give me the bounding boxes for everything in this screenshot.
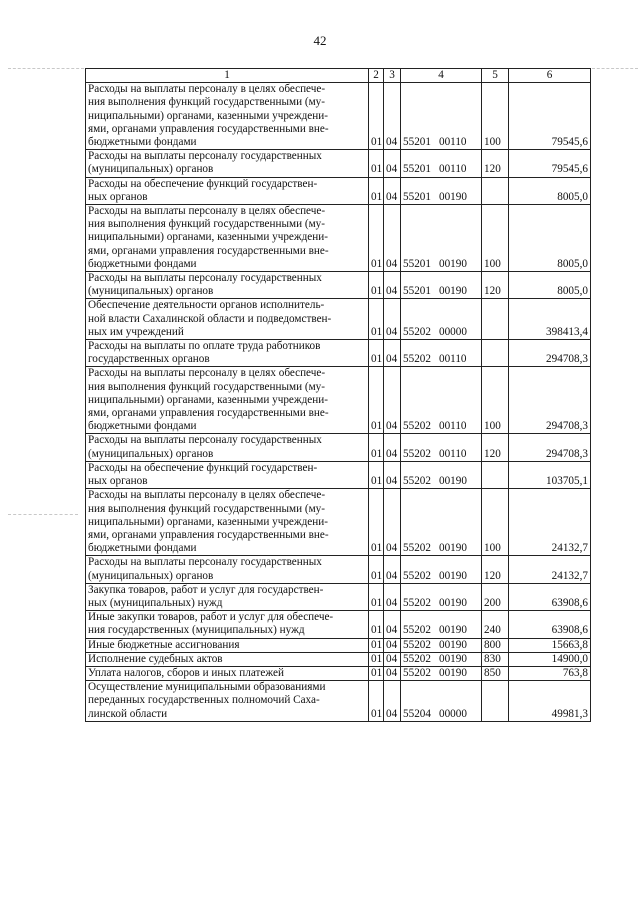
page-number: 42 [313,33,327,48]
row-expense-type-cell: 830 [482,652,509,666]
table-row [86,299,591,340]
target-article-direction-code: 00190 [438,569,467,582]
row-section-cell: 01 [369,367,384,434]
target-article-program-code: 55201 [403,257,431,270]
target-article-program-code: 55201 [403,285,431,298]
budget-table [85,68,591,722]
row-target-article-cell [401,83,482,150]
row-target-article-cell [401,489,482,556]
row-name-cell: Расходы на выплаты персоналу в целях обеспече- ния выполнения функций государственными (му- ниципальными) органами, казенными учреждени- ями, органами управления государственными вне- бюджетными фондами [86,83,369,150]
target-article-direction-code: 00110 [438,136,467,149]
row-section-cell: 01 [369,177,384,204]
row-name-cell: Расходы на выплаты персоналу в целях обеспече- ния выполнения функций государственными (му- ниципальными) органами, казенными учреждени- ями, органами управления государственными вне- бюджетными фондами [86,205,369,272]
row-amount-cell: 294708,3 [509,434,591,461]
table-row [86,177,591,204]
target-article-program-code: 55202 [403,353,431,366]
row-subsection-cell: 04 [384,205,401,272]
target-article-direction-code: 00190 [438,190,467,203]
table-row [86,434,591,461]
table-row [86,652,591,666]
target-article-direction-code: 00190 [438,624,467,637]
table-row [86,583,591,610]
scan-dash-line [8,514,78,515]
row-subsection-cell: 04 [384,461,401,488]
row-target-article-cell [401,299,482,340]
row-section-cell: 01 [369,205,384,272]
row-subsection-cell: 04 [384,299,401,340]
column-header: 3 [384,69,401,83]
row-name-cell: Уплата налогов, сборов и иных платежей [86,666,369,680]
row-amount-cell: 63908,6 [509,583,591,610]
target-article-direction-code: 00190 [438,638,467,651]
row-name-cell: Обеспечение деятельности органов исполнитель- ной власти Сахалинской области и подведомствен- ных им учреждений [86,299,369,340]
row-name-cell: Расходы на обеспечение функций государствен- ных органов [86,461,369,488]
row-expense-type-cell: 800 [482,638,509,652]
row-amount-cell: 294708,3 [509,367,591,434]
row-section-cell: 01 [369,681,384,722]
row-expense-type-cell [482,177,509,204]
row-name-cell: Расходы на выплаты персоналу в целях обеспече- ния выполнения функций государственными (му- ниципальными) органами, казенными учреждени- ями, органами управления государственными вне- бюджетными фондами [86,367,369,434]
target-article-direction-code: 00190 [438,542,467,555]
row-target-article-cell [401,205,482,272]
row-amount-cell: 763,8 [509,666,591,680]
row-expense-type-cell: 240 [482,611,509,638]
row-section-cell: 01 [369,83,384,150]
column-header: 6 [509,69,591,83]
row-expense-type-cell [482,681,509,722]
row-expense-type-cell: 120 [482,556,509,583]
row-target-article-cell [401,638,482,652]
scan-dash-line [8,68,84,69]
row-target-article-cell [401,611,482,638]
row-section-cell: 01 [369,583,384,610]
row-subsection-cell: 04 [384,367,401,434]
row-expense-type-cell: 100 [482,205,509,272]
row-amount-cell: 79545,6 [509,150,591,177]
row-subsection-cell: 04 [384,272,401,299]
row-expense-type-cell: 100 [482,489,509,556]
row-section-cell: 01 [369,489,384,556]
row-amount-cell: 8005,0 [509,177,591,204]
column-header: 4 [401,69,482,83]
row-section-cell: 01 [369,556,384,583]
row-amount-cell: 49981,3 [509,681,591,722]
row-target-article-cell [401,652,482,666]
table-row [86,340,591,367]
row-subsection-cell: 04 [384,177,401,204]
row-amount-cell: 15663,8 [509,638,591,652]
target-article-program-code: 55201 [403,163,431,176]
row-subsection-cell: 04 [384,150,401,177]
row-expense-type-cell: 100 [482,83,509,150]
row-target-article-cell [401,461,482,488]
row-name-cell: Расходы на выплаты по оплате труда работников государственных органов [86,340,369,367]
row-subsection-cell: 04 [384,489,401,556]
target-article-program-code: 55202 [403,475,431,488]
row-name-cell: Расходы на выплаты персоналу государственных (муниципальных) органов [86,434,369,461]
row-subsection-cell: 04 [384,638,401,652]
row-name-cell: Расходы на выплаты персоналу государственных (муниципальных) органов [86,556,369,583]
row-name-cell: Расходы на выплаты персоналу в целях обеспече- ния выполнения функций государственными (му- ниципальными) органами, казенными учреждени- ями, органами управления государственными вне- бюджетными фондами [86,489,369,556]
target-article-direction-code: 00190 [438,596,467,609]
row-expense-type-cell [482,340,509,367]
row-amount-cell: 24132,7 [509,556,591,583]
target-article-program-code: 55202 [403,666,431,679]
target-article-direction-code: 00110 [438,447,467,460]
row-target-article-cell [401,367,482,434]
row-expense-type-cell: 850 [482,666,509,680]
table-row [86,205,591,272]
target-article-program-code: 55204 [403,707,431,720]
row-expense-type-cell [482,461,509,488]
column-header: 1 [86,69,369,83]
table-row [86,611,591,638]
row-amount-cell: 63908,6 [509,611,591,638]
target-article-program-code: 55201 [403,190,431,203]
row-subsection-cell: 04 [384,652,401,666]
target-article-direction-code: 00110 [438,163,467,176]
row-section-cell: 01 [369,611,384,638]
target-article-direction-code: 00000 [438,707,467,720]
row-expense-type-cell: 120 [482,272,509,299]
row-amount-cell: 14900,0 [509,652,591,666]
row-expense-type-cell: 120 [482,150,509,177]
row-name-cell: Расходы на обеспечение функций государствен- ных органов [86,177,369,204]
table-row [86,638,591,652]
column-header: 5 [482,69,509,83]
target-article-program-code: 55201 [403,136,431,149]
row-amount-cell: 8005,0 [509,272,591,299]
row-amount-cell: 79545,6 [509,83,591,150]
row-target-article-cell [401,177,482,204]
target-article-direction-code: 00110 [438,420,467,433]
row-name-cell: Расходы на выплаты персоналу государственных (муниципальных) органов [86,272,369,299]
target-article-direction-code: 00000 [438,325,467,338]
target-article-direction-code: 00190 [438,285,467,298]
row-target-article-cell [401,556,482,583]
target-article-direction-code: 00190 [438,257,467,270]
target-article-program-code: 55202 [403,325,431,338]
table-row [86,666,591,680]
target-article-direction-code: 00110 [438,353,467,366]
row-subsection-cell: 04 [384,434,401,461]
row-target-article-cell [401,150,482,177]
target-article-program-code: 55202 [403,624,431,637]
target-article-program-code: 55202 [403,542,431,555]
target-article-direction-code: 00190 [438,475,467,488]
row-section-cell: 01 [369,299,384,340]
table-row [86,367,591,434]
table-row [86,556,591,583]
row-expense-type-cell: 120 [482,434,509,461]
row-section-cell: 01 [369,461,384,488]
target-article-program-code: 55202 [403,569,431,582]
row-subsection-cell: 04 [384,556,401,583]
table-header-row [86,69,591,83]
row-amount-cell: 294708,3 [509,340,591,367]
row-target-article-cell [401,272,482,299]
row-amount-cell: 8005,0 [509,205,591,272]
row-expense-type-cell: 200 [482,583,509,610]
row-subsection-cell: 04 [384,83,401,150]
row-name-cell: Расходы на выплаты персоналу государственных (муниципальных) органов [86,150,369,177]
row-expense-type-cell [482,299,509,340]
target-article-direction-code: 00190 [438,652,467,665]
target-article-direction-code: 00190 [438,666,467,679]
row-subsection-cell: 04 [384,340,401,367]
row-target-article-cell [401,434,482,461]
row-subsection-cell: 04 [384,611,401,638]
table-row [86,489,591,556]
target-article-program-code: 55202 [403,447,431,460]
row-target-article-cell [401,666,482,680]
row-target-article-cell [401,583,482,610]
table-row [86,461,591,488]
row-amount-cell: 24132,7 [509,489,591,556]
row-section-cell: 01 [369,666,384,680]
target-article-program-code: 55202 [403,596,431,609]
table-row [86,150,591,177]
row-target-article-cell [401,681,482,722]
row-target-article-cell [401,340,482,367]
row-section-cell: 01 [369,652,384,666]
target-article-program-code: 55202 [403,652,431,665]
row-section-cell: 01 [369,638,384,652]
scan-dash-line [592,68,638,69]
target-article-program-code: 55202 [403,420,431,433]
row-amount-cell: 103705,1 [509,461,591,488]
row-subsection-cell: 04 [384,666,401,680]
row-name-cell: Иные закупки товаров, работ и услуг для обеспече- ния государственных (муниципальных) нужд [86,611,369,638]
table-row [86,83,591,150]
row-name-cell: Исполнение судебных актов [86,652,369,666]
row-name-cell: Осуществление муниципальными образованиями переданных государственных полномочий Саха- линской области [86,681,369,722]
row-amount-cell: 398413,4 [509,299,591,340]
table-row [86,681,591,722]
row-expense-type-cell: 100 [482,367,509,434]
row-section-cell: 01 [369,272,384,299]
row-section-cell: 01 [369,150,384,177]
table-row [86,272,591,299]
row-section-cell: 01 [369,434,384,461]
row-name-cell: Закупка товаров, работ и услуг для государствен- ных (муниципальных) нужд [86,583,369,610]
row-subsection-cell: 04 [384,681,401,722]
target-article-program-code: 55202 [403,638,431,651]
row-name-cell: Иные бюджетные ассигнования [86,638,369,652]
row-section-cell: 01 [369,340,384,367]
column-header: 2 [369,69,384,83]
row-subsection-cell: 04 [384,583,401,610]
